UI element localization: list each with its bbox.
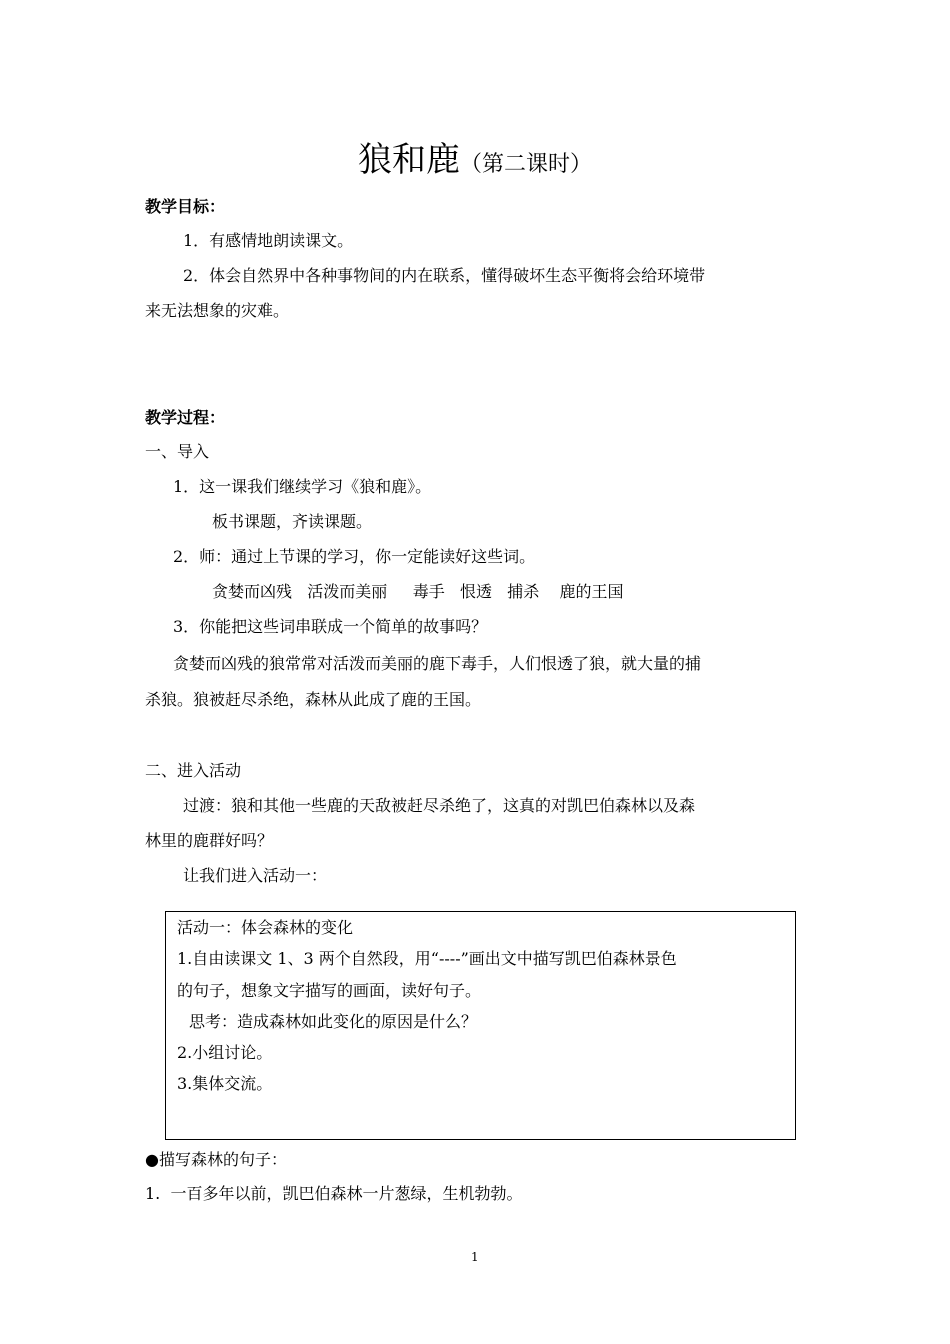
story-line1: 贪婪而凶残的狼常常对活泼而美丽的鹿下毒手，人们恨透了狼，就大量的捕 [173, 654, 702, 673]
objective-1: 1．有感情地朗读课文。 [183, 231, 354, 250]
title-sub: （第二课时） [459, 152, 592, 177]
page-number: 1 [471, 1250, 479, 1264]
section1-heading: 一、导入 [145, 442, 210, 461]
activity-item3: 3.集体交流。 [177, 1074, 273, 1093]
enter-activity: 让我们进入活动一： [183, 866, 328, 885]
story-line2: 杀狼。狼被赶尽杀绝，森林从此成了鹿的王国。 [145, 690, 482, 709]
sentence-1: 1. 一百多年以前，凯巴伯森林一片葱绿，生机勃勃。 [145, 1184, 523, 1203]
activity-item1-line1: 1.自由读课文 1、3 两个自然段，用“----”画出文中描写凯巴伯森林景色 [177, 949, 677, 968]
objectives-heading: 教学目标： [145, 197, 226, 216]
sentences-heading: ●描写森林的句子： [145, 1150, 287, 1169]
vocabulary-words: 贪婪而凶残 活泼而美丽 毒手 恨透 捕杀 鹿的王国 [212, 582, 624, 601]
document-title [0, 132, 950, 181]
section1-step2: 2．师：通过上节课的学习，你一定能读好这些词。 [173, 547, 536, 566]
transition-line1: 过渡：狼和其他一些鹿的天敌被赶尽杀绝了，这真的对凯巴伯森林以及森 [183, 796, 696, 815]
section1-step1: 1．这一课我们继续学习《狼和鹿》。 [173, 477, 432, 496]
section1-step3: 3．你能把这些词串联成一个简单的故事吗？ [173, 617, 488, 636]
objective-2-line1: 2．体会自然界中各种事物间的内在联系，懂得破坏生态平衡将会给环境带 [183, 266, 706, 285]
title-main: 狼和鹿 [357, 140, 460, 180]
activity-title: 活动一：体会森林的变化 [177, 918, 354, 937]
transition-line2: 林里的鹿群好吗？ [145, 831, 274, 850]
activity-think: 思考：造成森林如此变化的原因是什么？ [189, 1012, 478, 1031]
activity-item1-line2: 的句子，想象文字描写的画面，读好句子。 [177, 981, 482, 1000]
activity-item2: 2.小组讨论。 [177, 1043, 273, 1062]
process-heading: 教学过程： [145, 408, 226, 427]
section1-step1-note: 板书课题，齐读课题。 [212, 512, 373, 531]
objective-2-line2: 来无法想象的灾难。 [145, 301, 290, 320]
section2-heading: 二、进入活动 [145, 761, 242, 780]
